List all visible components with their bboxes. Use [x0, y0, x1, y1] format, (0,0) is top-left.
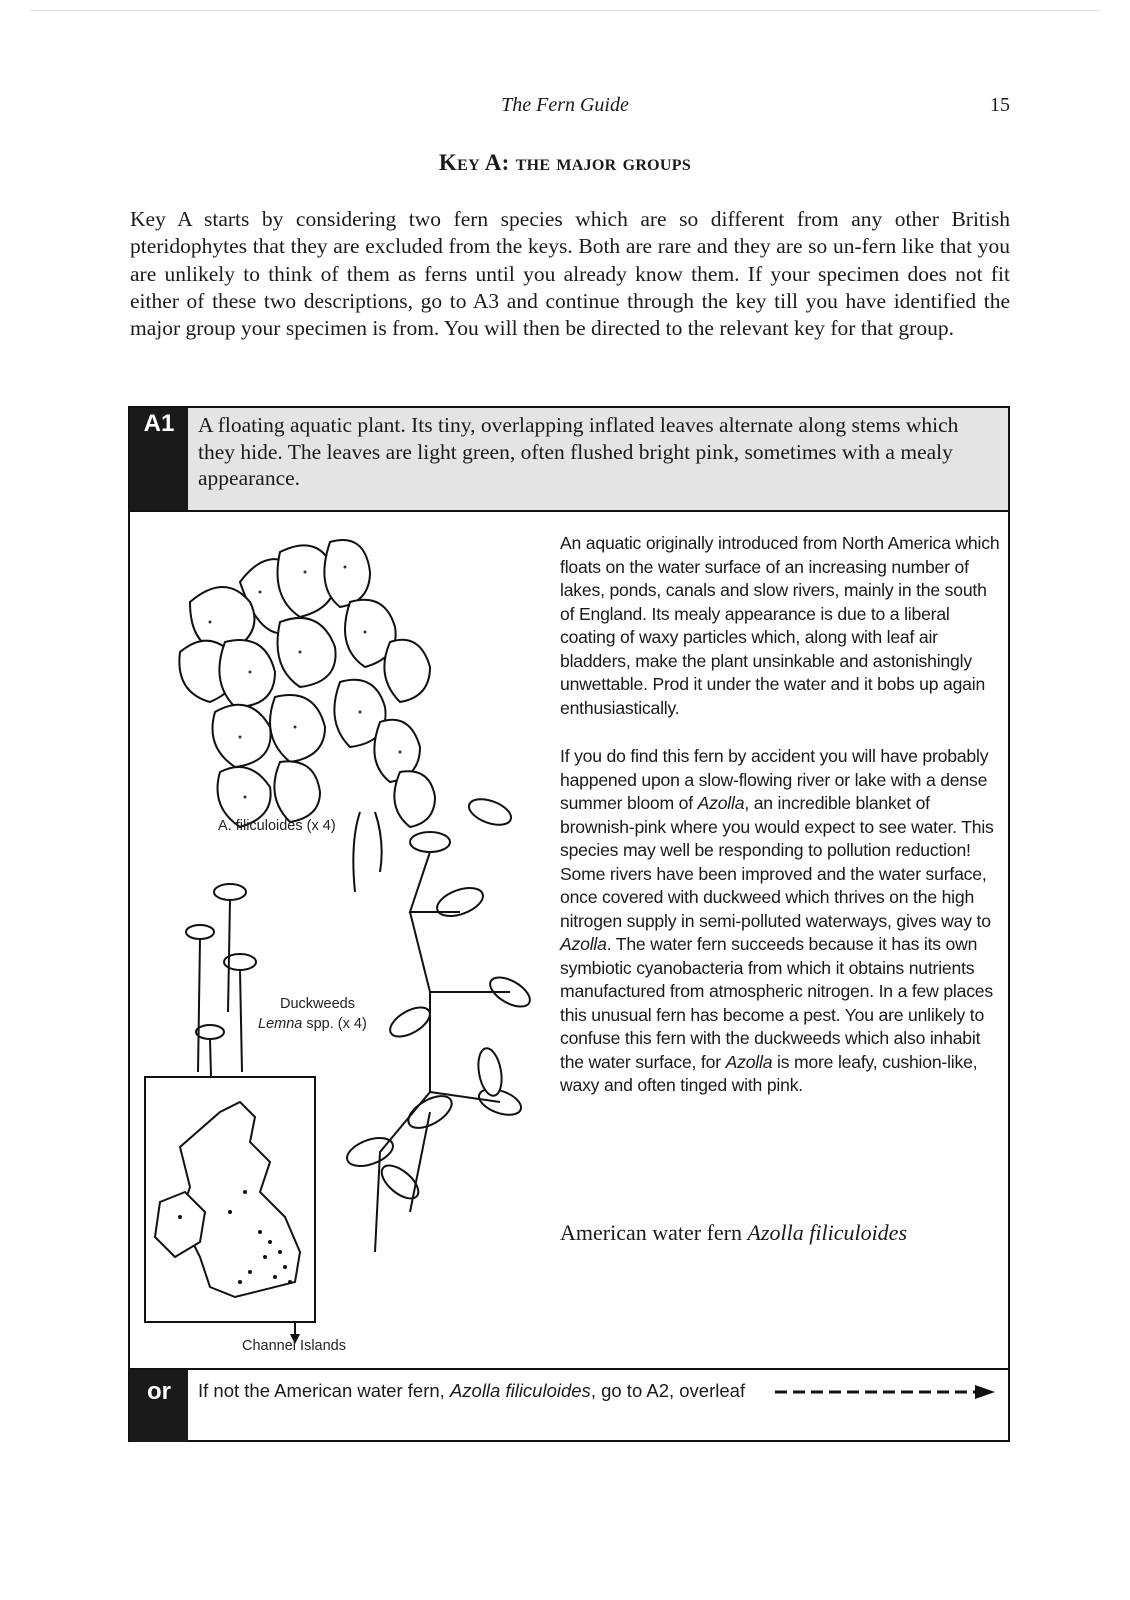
or-label: or — [130, 1370, 188, 1442]
azolla-roots — [353, 812, 381, 892]
azolla-label: A. filiculoides (x 4) — [218, 818, 336, 834]
page-title: Key A: the major groups — [438, 150, 692, 175]
description-paragraph-1: An aquatic originally introduced from North America which floats on the water surface of an increasing number of lakes, ponds, canals and slow rivers, mainly in the south of England. Its mealy appearance is due to a liberal coating of waxy particles which, along with leaf air bladders, make the plant unsinkable and astonishingly unwettable. Prod it under the water and it bobs up again enthusiastically. — [560, 533, 1000, 718]
top-rule — [30, 10, 1100, 11]
azolla-drawing — [179, 540, 435, 827]
key-box — [128, 406, 1010, 1442]
illustration-panel — [130, 512, 560, 1382]
or-text: If not the American water fern, Azolla filiculoides, go to A2, overleaf — [198, 1380, 746, 1401]
duckweed-label: Duckweeds — [280, 996, 355, 1012]
species-name: American water fern Azolla filiculoides — [560, 1220, 908, 1245]
a1-label: A1 — [130, 408, 188, 510]
species-description — [560, 532, 1000, 1123]
description-paragraph-2: If you do find this fern by accident you will have probably happened upon a slow-flowing river or lake with a dense summer bloom of Azolla, an incredible blanket of brownish-pink where you would expect to see water. This species may well be responding to pollution reduction! Some rivers have been improved and the water surface, once covered with duckweed which thrives on the high nitrogen supply in semi-polluted waterways, gives way to Azolla. The water fern succeeds because it has its own symbiotic cyanobacteria from which it obtains nutrients manufactured from atmospheric nitrogen. In a few places this unusual fern has become a pest. You are unlikely to confuse this fern with the duckweeds which also inhabit the water surface, for Azolla is more leafy, cushion-like, waxy and often tinged with pink. — [560, 746, 994, 1095]
a1-couplet — [130, 408, 1008, 512]
page-number: 15 — [990, 94, 1010, 116]
distribution-map — [145, 1077, 315, 1344]
fern-illustration — [130, 512, 560, 1382]
running-head: The Fern Guide — [501, 94, 629, 116]
duckweed-species-label: Lemna spp. (x 4) — [258, 1016, 367, 1032]
dashed-arrow-icon — [770, 1380, 1000, 1404]
channel-islands-label: Channel Islands — [242, 1338, 346, 1354]
a1-text: A floating aquatic plant. Its tiny, overlapping inflated leaves alternate along stems which they hide. The leaves are light green, often flushed bright pink, sometimes with a mealy appearance. — [198, 413, 959, 490]
intro-paragraph: Key A starts by considering two fern species which are so different from any other British pteridophytes that they are excluded from the keys. Both are rare and they are so un-fern like that you are unlikely to think of them as ferns until you already know them. If your specimen does not fit either of these two descriptions, go to A3 and continue through the key till you have identified the major group your specimen is from. You will then be directed to the relevant key for that group. — [130, 207, 1010, 341]
or-couplet — [130, 1368, 1008, 1442]
